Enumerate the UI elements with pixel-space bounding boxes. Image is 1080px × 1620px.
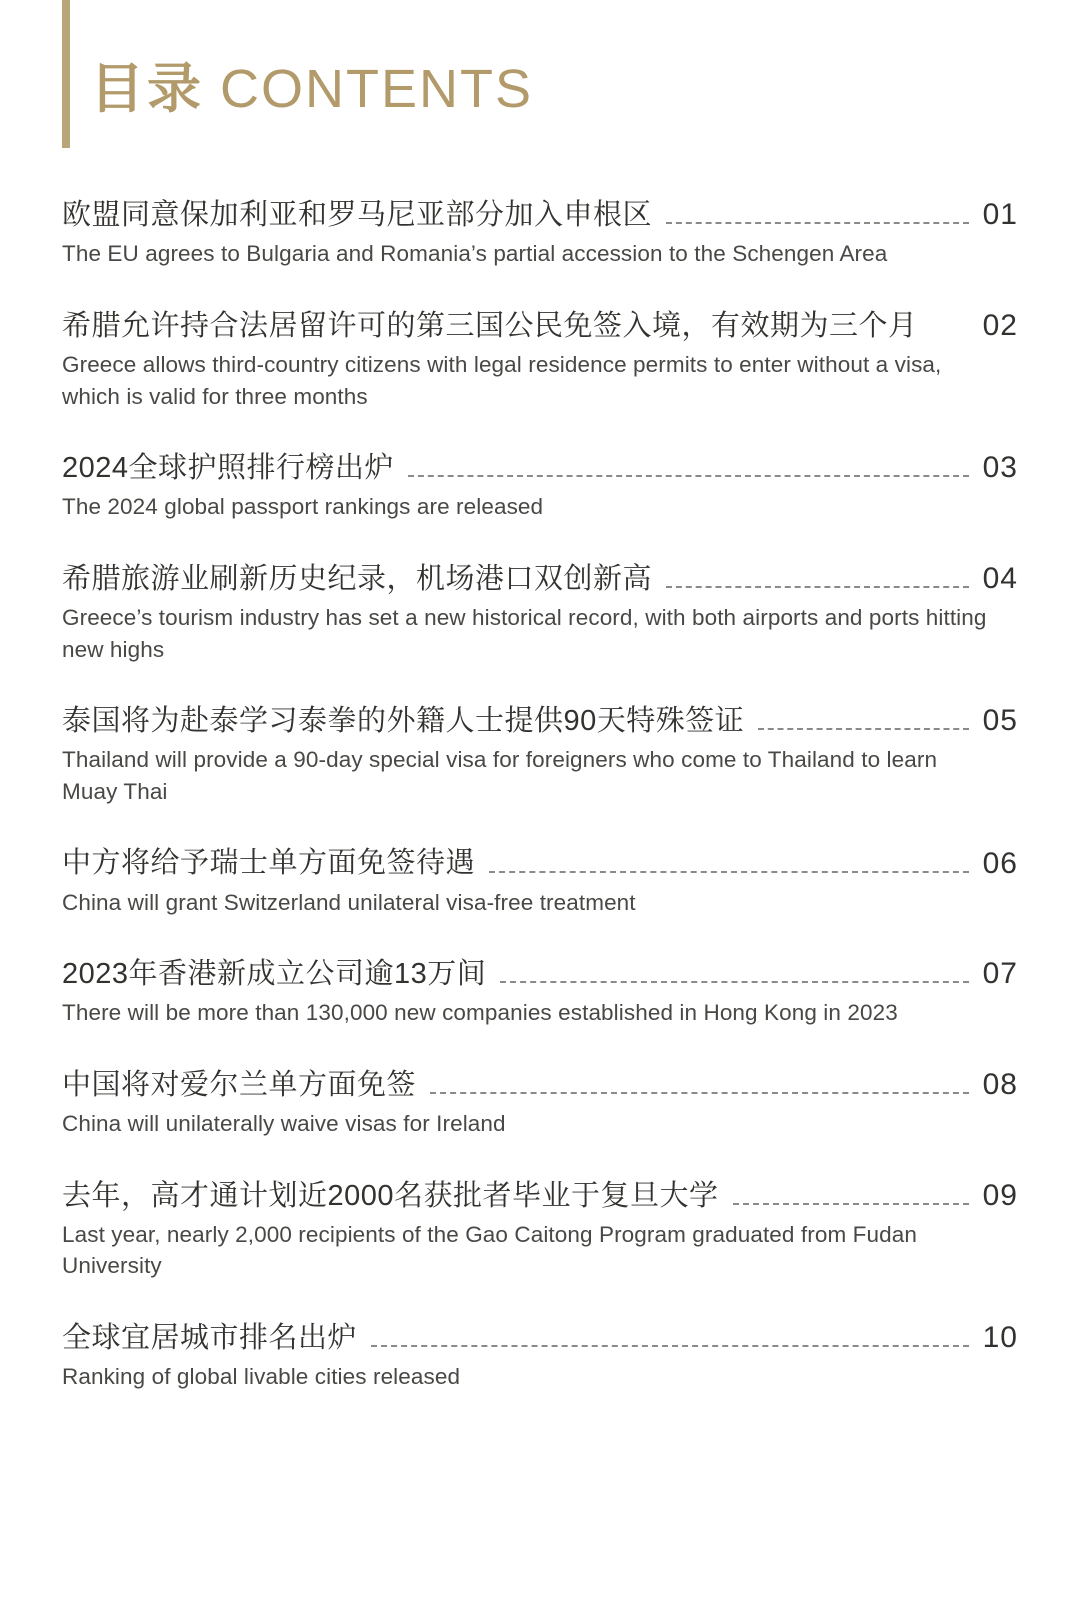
- toc-title-cn: 2024全球护照排行榜出炉: [62, 452, 395, 484]
- list-item[interactable]: [62, 703, 1018, 807]
- toc-leader-dots: [408, 475, 969, 477]
- toc-page-number: 03: [982, 451, 1018, 485]
- page-header: [62, 0, 1018, 175]
- list-item[interactable]: [62, 1320, 1018, 1393]
- toc-title-cn: 2023年香港新成立公司逾13万间: [62, 958, 487, 990]
- toc-title-en: Ranking of global livable cities released: [62, 1364, 461, 1389]
- toc-title-cn: 中方将给予瑞士单方面免签待遇: [62, 847, 476, 880]
- toc-row: [62, 1320, 1018, 1356]
- page-title-en: CONTENTS: [220, 59, 534, 119]
- toc-title-cn: 去年，高才通计划近2000名获批者毕业于复旦大学: [62, 1179, 719, 1212]
- list-item[interactable]: [62, 308, 1018, 412]
- list-item[interactable]: [62, 1178, 1018, 1282]
- toc-page-number: 01: [982, 198, 1018, 232]
- list-item[interactable]: [62, 1067, 1018, 1140]
- toc-title-cn: 泰国将为赴泰学习泰拳的外籍人士提供90天特殊签证: [62, 705, 745, 737]
- toc-leader-dots: [500, 981, 968, 983]
- toc-title-cn: 欧盟同意保加利亚和罗马尼亚部分加入申根区: [62, 199, 653, 231]
- toc-title-en: Greece’s tourism industry has set a new historical record, with both airports and ports hitting new highs: [62, 605, 987, 662]
- table-of-contents: [62, 197, 1018, 1393]
- toc-page-number: 06: [982, 846, 1018, 880]
- list-item[interactable]: [62, 845, 1018, 918]
- toc-row: [62, 561, 1018, 597]
- toc-title-cn: 全球宜居城市排名出炉: [62, 1321, 358, 1354]
- toc-row: [62, 1178, 1018, 1214]
- toc-row: [62, 308, 1018, 344]
- toc-row: [62, 703, 1018, 739]
- toc-title-cn: 希腊旅游业刷新历史纪录，机场港口双创新高: [62, 562, 653, 595]
- toc-page-number: 05: [982, 704, 1018, 738]
- toc-page-number: 04: [982, 562, 1018, 595]
- toc-title-en: Greece allows third-country citizens with legal residence permits to enter without a visa, which is valid for three months: [62, 352, 942, 409]
- toc-title-cn: 中国将对爱尔兰单方面免签: [62, 1068, 417, 1101]
- toc-row: [62, 845, 1018, 881]
- toc-leader-dots: [733, 1203, 969, 1205]
- header-accent-bar: [62, 0, 70, 148]
- toc-title-en: The 2024 global passport rankings are released: [62, 494, 544, 520]
- toc-leader-dots: [666, 222, 969, 224]
- list-item[interactable]: [62, 450, 1018, 523]
- page-title-cn: 目录: [90, 59, 204, 119]
- toc-title-en: The EU agrees to Bulgaria and Romania’s partial accession to the Schengen Area: [62, 241, 888, 267]
- toc-page-number: 02: [982, 309, 1018, 342]
- toc-row: [62, 1067, 1018, 1103]
- toc-title-en: China will unilaterally waive visas for Ireland: [62, 1111, 506, 1136]
- toc-page-number: 07: [982, 957, 1018, 991]
- toc-leader-dots: [430, 1092, 969, 1094]
- toc-title-en: There will be more than 130,000 new companies established in Hong Kong in 2023: [62, 1000, 898, 1026]
- toc-title-en: China will grant Switzerland unilateral visa-free treatment: [62, 889, 636, 915]
- toc-page-number: 09: [982, 1178, 1018, 1212]
- toc-title-en: Thailand will provide a 90-day special visa for foreigners who come to Thailand to learn Muay Thai: [62, 747, 938, 804]
- toc-row: [62, 197, 1018, 233]
- list-item[interactable]: [62, 197, 1018, 270]
- toc-leader-dots: [758, 728, 968, 730]
- toc-row: [62, 450, 1018, 486]
- toc-title-cn: 希腊允许持合法居留许可的第三国公民免签入境，有效期为三个月: [62, 309, 918, 342]
- toc-row: [62, 956, 1018, 992]
- list-item[interactable]: [62, 956, 1018, 1029]
- toc-page-number: 10: [982, 1321, 1018, 1354]
- toc-leader-dots: [489, 871, 969, 873]
- toc-leader-dots: [666, 586, 969, 588]
- list-item[interactable]: [62, 561, 1018, 665]
- page-title: [90, 59, 534, 119]
- toc-title-en: Last year, nearly 2,000 recipients of the Gao Caitong Program graduated from Fudan University: [62, 1221, 917, 1279]
- toc-leader-dots: [371, 1345, 969, 1347]
- toc-page-number: 08: [982, 1068, 1018, 1101]
